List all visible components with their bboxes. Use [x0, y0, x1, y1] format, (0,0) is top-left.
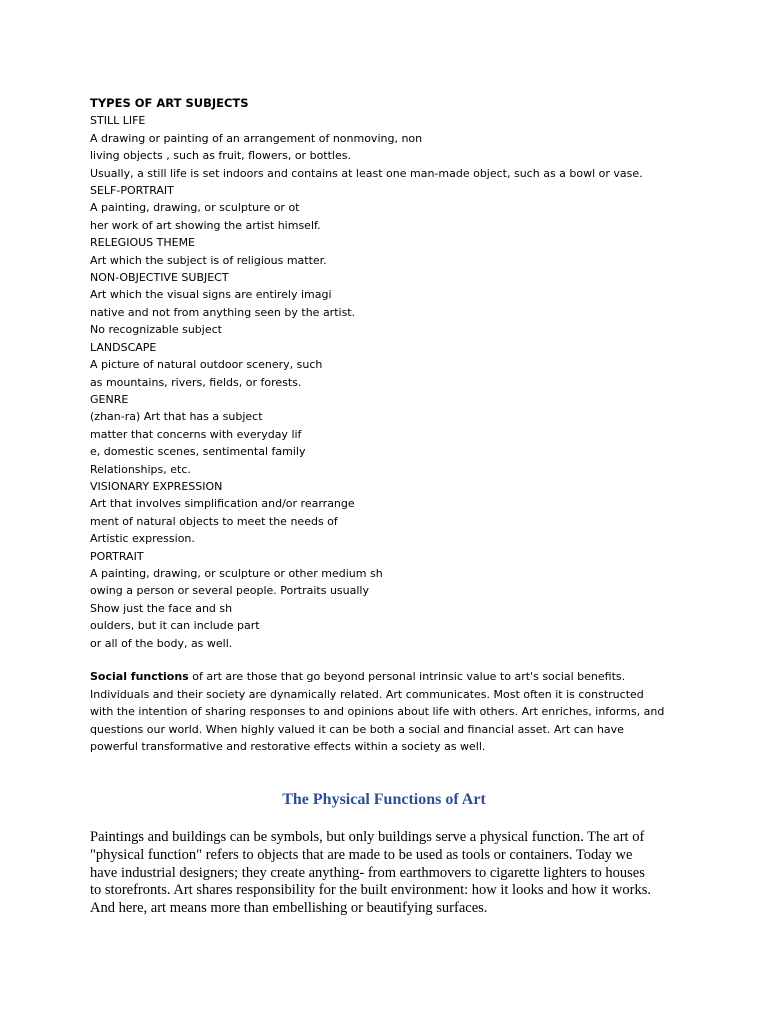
subject-line: owing a person or several people. Portraits usually — [90, 584, 369, 598]
subject-line: Artistic expression. — [90, 532, 195, 546]
paragraph-line: "physical function" refers to objects that are made to be used as tools or containers. Today we — [90, 846, 633, 863]
subject-line: as mountains, rivers, fields, or forests. — [90, 375, 302, 389]
subject-line: A painting, drawing, or sculpture or other medium sh — [90, 566, 383, 580]
subject-line: A picture of natural outdoor scenery, such — [90, 358, 323, 372]
subject-line: VISIONARY EXPRESSION — [90, 479, 223, 493]
social-functions-term: Social functions — [90, 670, 189, 683]
paragraph-line: And here, art means more than embellishing or beautifying surfaces. — [90, 900, 488, 917]
paragraph-line: Individuals and their society are dynamically related. Art communicates. Most often it is constructed — [90, 687, 644, 701]
subject-line: RELEGIOUS THEME — [90, 236, 196, 250]
subject-line: No recognizable subject — [90, 323, 222, 337]
subject-line: her work of art showing the artist himself. — [90, 218, 321, 232]
paragraph-line: questions our world. When highly valued it can be both a social and financial asset. Art can have — [90, 722, 624, 736]
document-title: TYPES OF ART SUBJECTS — [90, 96, 249, 110]
social-functions-first-line-text: of art are those that go beyond personal intrinsic value to art's social benefits. — [188, 670, 626, 683]
subject-line: SELF-PORTRAIT — [90, 184, 174, 198]
paragraph-line: Paintings and buildings can be symbols, but only buildings serve a physical function. The art of — [90, 829, 645, 845]
subject-line: oulders, but it can include part — [90, 619, 260, 633]
subject-line: Show just the face and sh — [90, 601, 233, 615]
subject-line: living objects , such as fruit, flowers, or bottles. — [90, 149, 351, 163]
paragraph-line: to storefronts. Art shares responsibility for the built environment: how it looks and how it works. — [90, 882, 652, 899]
subject-line: (zhan-ra) Art that has a subject — [90, 410, 263, 424]
subject-line: matter that concerns with everyday lif — [90, 427, 302, 441]
social-functions-paragraph — [90, 668, 690, 756]
subject-line: LANDSCAPE — [90, 340, 157, 354]
physical-functions-paragraph — [90, 829, 700, 918]
subject-line: Usually, a still life is set indoors and contains at least one man-made object, such as a bowl or vase. — [90, 166, 643, 180]
paragraph-line: powerful transformative and restorative effects within a society as well. — [90, 740, 486, 754]
subject-line: native and not from anything seen by the artist. — [90, 305, 356, 319]
subject-line: Art that involves simplification and/or rearrange — [90, 497, 355, 511]
subject-line: NON-OBJECTIVE SUBJECT — [90, 271, 229, 285]
art-subjects-section — [90, 95, 690, 652]
subject-line: Art which the subject is of religious matter. — [90, 253, 327, 267]
subject-line: or all of the body, as well. — [90, 636, 233, 650]
social-functions-first-line — [90, 668, 690, 686]
subject-line: Relationships, etc. — [90, 462, 191, 476]
subject-line: STILL LIFE — [90, 114, 146, 128]
physical-functions-heading: The Physical Functions of Art — [282, 791, 486, 808]
subject-line: PORTRAIT — [90, 549, 144, 563]
subject-line: A painting, drawing, or sculpture or ot — [90, 201, 300, 215]
subject-line: A drawing or painting of an arrangement of nonmoving, non — [90, 131, 423, 145]
paragraph-line: with the intention of sharing responses to and opinions about life with others. Art enriches, informs, and — [90, 705, 665, 719]
paragraph-line: have industrial designers; they create anything- from earthmovers to cigarette lighters to houses — [90, 864, 645, 881]
subject-line: ment of natural objects to meet the needs of — [90, 514, 338, 528]
subject-line: e, domestic scenes, sentimental family — [90, 445, 306, 459]
subject-line: GENRE — [90, 392, 129, 406]
subject-line: Art which the visual signs are entirely imagi — [90, 288, 332, 302]
